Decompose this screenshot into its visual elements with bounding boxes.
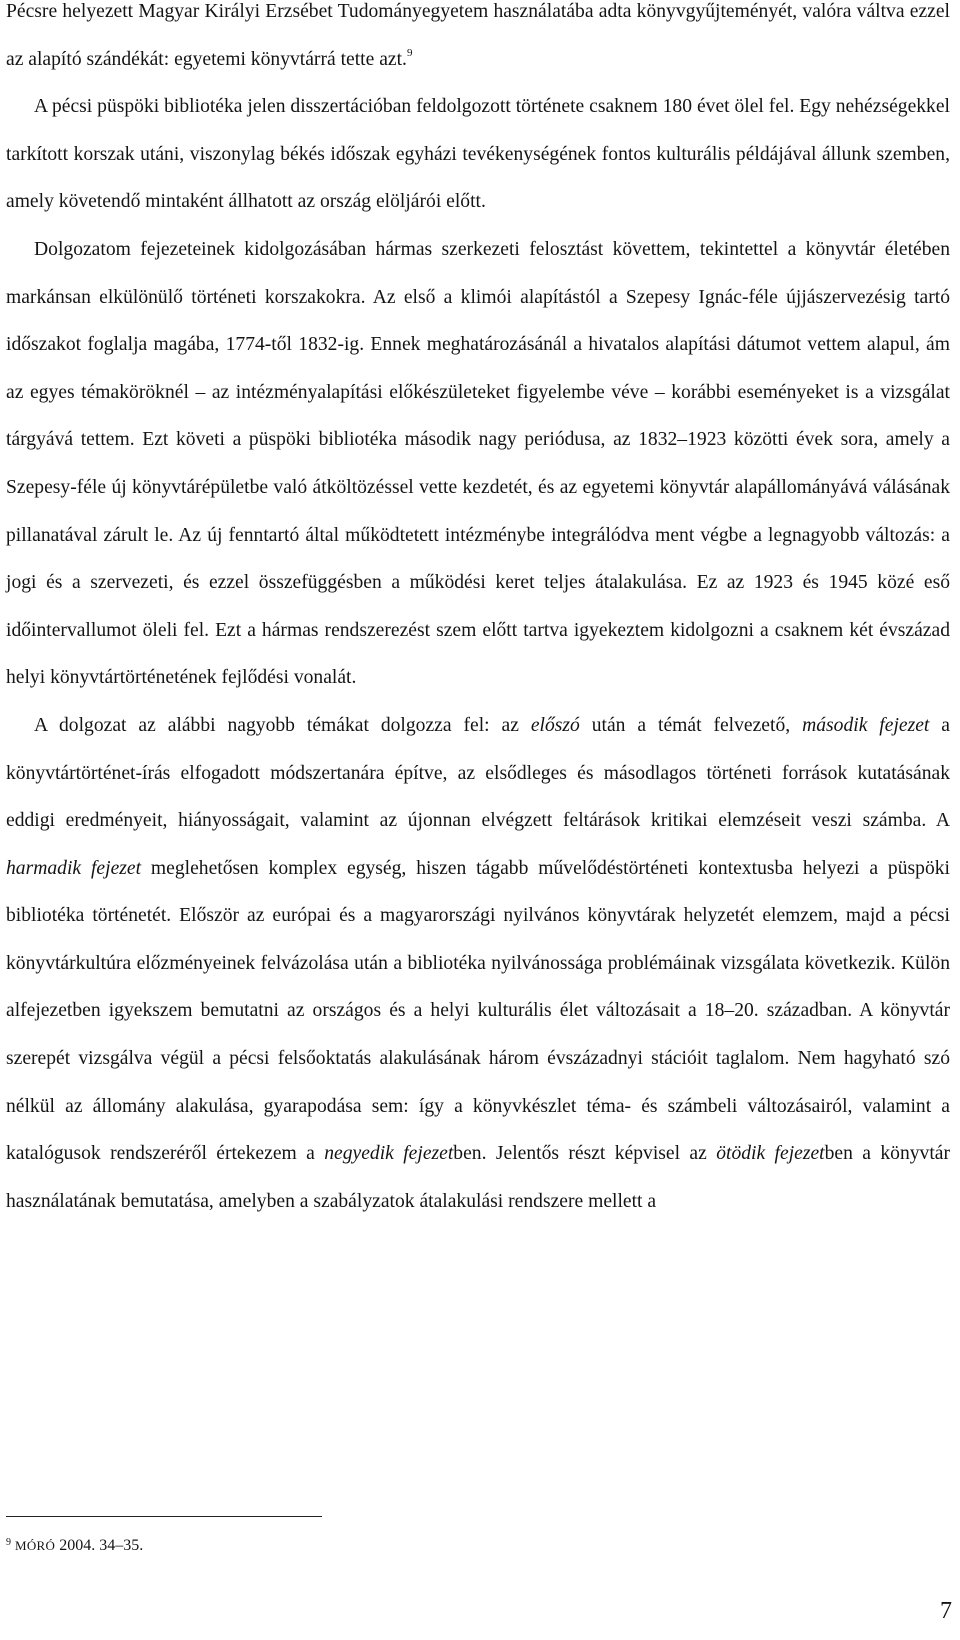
footnote-author: MÓRÓ — [15, 1538, 56, 1553]
paragraph-4-text: ben a könyvtár használatának bemutatása, amelyben a szabályzatok átalakulási rendszere mellett a — [6, 1143, 951, 1212]
paragraph-4-text: meglehetősen komplex egység, hiszen tágabb művelődéstörténeti kontextusba helyezi a püspöki bibliotéka történetét. Először az európai és a magyarországi nyilvános könyvtárak helyzetét elemzem, majd a pécsi könyvtárkultúra előzményeinek felvázolása után a bibliotéka nyilvánossága problémáinak vizsgálata következik. Külön alfejezetben igyekszem bemutatni az országos és a helyi kulturális élet változásait a 18–20. században. A könyvtár szerepét vizsgálva végül a pécsi felsőoktatás alakulásának három évszázadnyi stációit taglalom. Nem hagyható szó nélkül az állomány alakulása, gyarapodása sem: így a könyvkészlet téma- és számbeli változásairól, valamint a katalógusok rendszeréről értekezem a — [6, 857, 950, 1165]
footnote — [6, 1536, 143, 1556]
italic-term: harmadik fejezet — [6, 857, 142, 879]
italic-term: második fejezet — [802, 714, 930, 736]
paragraph-2: A pécsi püspöki bibliotéka jelen disszertációban feldolgozott története csaknem 180 évet ölel fel. Egy nehézségekkel tarkított korszak utáni, viszonylag békés időszak egyházi tevékenységének fontos kulturális példájával állunk szemben, amely követendő mintaként állhatott az ország elöljárói előtt. — [6, 96, 950, 213]
italic-term: negyedik fejezet — [324, 1143, 454, 1165]
italic-term: előszó — [530, 714, 580, 736]
body-text — [6, 0, 950, 1225]
footnote-divider — [6, 1516, 322, 1517]
paragraph-3: Dolgozatom fejezeteinek kidolgozásában hármas szerkezeti felosztást követtem, tekintettel a könyvtár életében markánsan elkülönülő történeti korszakokra. Az első a klimói alapítástól a Szepesy Ignác-féle újjászervezésig tartó időszakot foglalja magába, 1774-től 1832-ig. Ennek meghatározásánál a hivatalos alapítási dátumot vettem alapul, ám az egyes témaköröknél – az intézményalapítási előkészületeket figyelembe véve – korábbi eseményeket is a vizsgálat tárgyává tettem. Ezt követi a püspöki bibliotéka második nagy periódusa, az 1832–1923 közötti évek sora, amely a Szepesy-féle új könyvtárépületbe való átköltözéssel vette kezdetét, és az egyetemi könyvtár alapállományává válásának pillanatával zárult le. Az új fenntartó által működtetett intézménybe integrálódva ment végbe a legnagyobb változás: a jogi és a szervezeti, és ezzel összefüggésben a működési keret teljes átalakulása. Ez az 1923 és 1945 közé eső időintervallumot öleli fel. Ezt a hármas rendszerezést szem előtt tartva igyekeztem kidolgozni a csaknem két évszázad helyi könyvtártörténetének fejlődési vonalát. — [6, 238, 950, 689]
paragraph-4-text: után a témát felvezető, — [579, 714, 803, 736]
page-number: 7 — [940, 1598, 952, 1624]
paragraph-1-text: Pécsre helyezett Magyar Királyi Erzsébet Tudományegyetem használatába adta könyvgyűjteményét, valóra váltva ezzel az alapító szándékát: egyetemi könyvtárrá tette azt. — [6, 1, 950, 70]
footnote-reference[interactable]: 9 — [406, 46, 413, 59]
paragraph-4-text: ben. Jelentős részt képvisel az — [453, 1143, 717, 1165]
paragraph-4 — [6, 702, 950, 1226]
italic-term: ötödik fejezet — [716, 1143, 825, 1165]
footnote-number: 9 — [6, 1537, 11, 1548]
paragraph-4-text: a könyvtártörténet-írás elfogadott módszertanára építve, az elsődleges és másodlagos történeti források kutatásának eddigi eredményeit, hiányosságait, valamint az újonnan elvégzett feltárások kritikai elemzéseit veszi számba. A — [6, 714, 950, 832]
footnote-citation: 2004. 34–35. — [55, 1537, 144, 1554]
paragraph-1 — [6, 0, 950, 83]
paragraph-4-text: A dolgozat az alábbi nagyobb témákat dolgozza fel: az — [34, 714, 531, 736]
